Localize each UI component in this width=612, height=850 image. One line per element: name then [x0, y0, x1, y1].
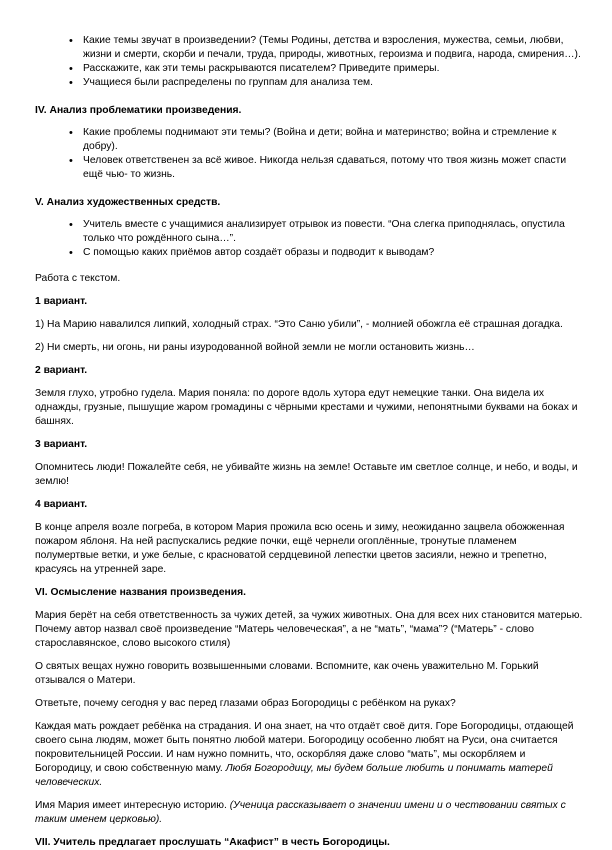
variant-2-heading: 2 вариант. [35, 365, 88, 376]
variant-1-paragraph-1: 1) На Марию навалился липкий, холодный страх. “Это Саню убили”, - молнией обожгла её страшная догадка. [35, 319, 563, 330]
paragraph-5-italic: (Ученица рассказывает о значении имени и о чествовании святых с таким именем церковью). [35, 800, 566, 825]
list-item: • С помощью каких приёмов автор создаёт образы и подводит к выводам? [69, 246, 583, 260]
list-item: • Учитель вместе с учащимися анализирует отрывок из повести. “Она слегка приподнялась, опустила только что рождённого сына…”. [69, 218, 583, 246]
list-item: • Расскажите, как эти темы раскрываются писателем? Приведите примеры. [69, 62, 583, 76]
section-vi-paragraph-5 [35, 799, 583, 827]
section-heading-vi: VI. Осмысление названия произведения. [35, 587, 246, 598]
variant-2-text: Земля глухо, утробно гудела. Мария поняла: по дороге вдоль хутора едут немецкие танки. Она видела их однажды, грузные, пышущие жаром громадины с чёрными крестами и чужими, непонятными буквами на боках и башнях. [35, 388, 578, 427]
variant-4-heading: 4 вариант. [35, 499, 88, 510]
section-vi-paragraph-2: О святых вещах нужно говорить возвышенными словами. Вспомните, как очень уважительно М. Горький отзывался о Матери. [35, 661, 539, 686]
document-page [35, 34, 583, 850]
paragraph-5-regular: Имя Мария имеет интересную историю. [35, 800, 230, 811]
themes-list [35, 34, 583, 90]
list-item: • Человек ответственен за всё живое. Никогда нельзя сдаваться, потому что твоя жизнь может спасти ещё чью- то жизнь. [69, 154, 583, 182]
problems-list [35, 126, 583, 182]
list-item: • Какие темы звучат в произведении? (Темы Родины, детства и взросления, мужества, семьи, любви, жизни и смерти, скорби и печали, труда, природы, животных, героизма и подвига, народа, смирения…). [69, 34, 583, 62]
art-means-list [35, 218, 583, 260]
section-vi-paragraph-1: Мария берёт на себя ответственность за чужих детей, за чужих животных. Она для всех них становится матерью. Почему автор назвал своё произведение “Матерь человеческая”, а не “мать”, “мама”? (“Матерь” - слово старославянское, слово высокого стиля) [35, 610, 583, 649]
list-item: • Учащиеся были распределены по группам для анализа тем. [69, 76, 583, 90]
variant-1-paragraph-2: 2) Ни смерть, ни огонь, ни раны изуродованной войной земли не могли остановить жизнь… [35, 342, 475, 353]
section-heading-v: V. Анализ художественных средств. [35, 197, 221, 208]
variant-3-text: Опомнитесь люди! Пожалейте себя, не убивайте жизнь на земле! Оставьте им светлое солнце, и небо, и воды, и землю! [35, 462, 578, 487]
variant-1-heading: 1 вариант. [35, 296, 88, 307]
paragraph-4-italic: Любя Богородицу, мы будем больше любить и понимать матерей человеческих. [35, 763, 553, 788]
list-item: • Какие проблемы поднимают эти темы? (Война и дети; война и материнство; война и стремление к добру). [69, 126, 583, 154]
work-with-text: Работа с текстом. [35, 273, 121, 284]
variant-3-heading: 3 вариант. [35, 439, 88, 450]
section-heading-iv: IV. Анализ проблематики произведения. [35, 105, 242, 116]
section-vi-paragraph-3: Ответьте, почему сегодня у вас перед глазами образ Богородицы с ребёнком на руках? [35, 698, 456, 709]
paragraph-4-regular: Каждая мать рождает ребёнка на страдания. И она знает, на что отдаёт своё дитя. Горе Богородицы, отдающей своего сына людям, может быть понятно любой матери. Богородицу особенно любят на Руси, она считается покровительницей России. И нам нужно помнить, что, оскорбляя даже слово “мать”, мы оскорбляем и Богородицу, и свою собственную маму. [35, 721, 574, 774]
section-vi-paragraph-4 [35, 720, 583, 790]
section-heading-vii: VII. Учитель предлагает прослушать “Акафист” в честь Богородицы. [35, 837, 390, 848]
variant-4-text: В конце апреля возле погреба, в котором Мария прожила всю осень и зиму, неожиданно зацвела обожженная пожаром яблоня. На ней распускались редкие почки, ещё чернели огоплённые, тронутые пламенем полумертвые ветки, и уже белые, с красноватой сердцевиной лепестки цветов засияли, нежно и трепетно, красуясь на утренней заре. [35, 522, 565, 575]
